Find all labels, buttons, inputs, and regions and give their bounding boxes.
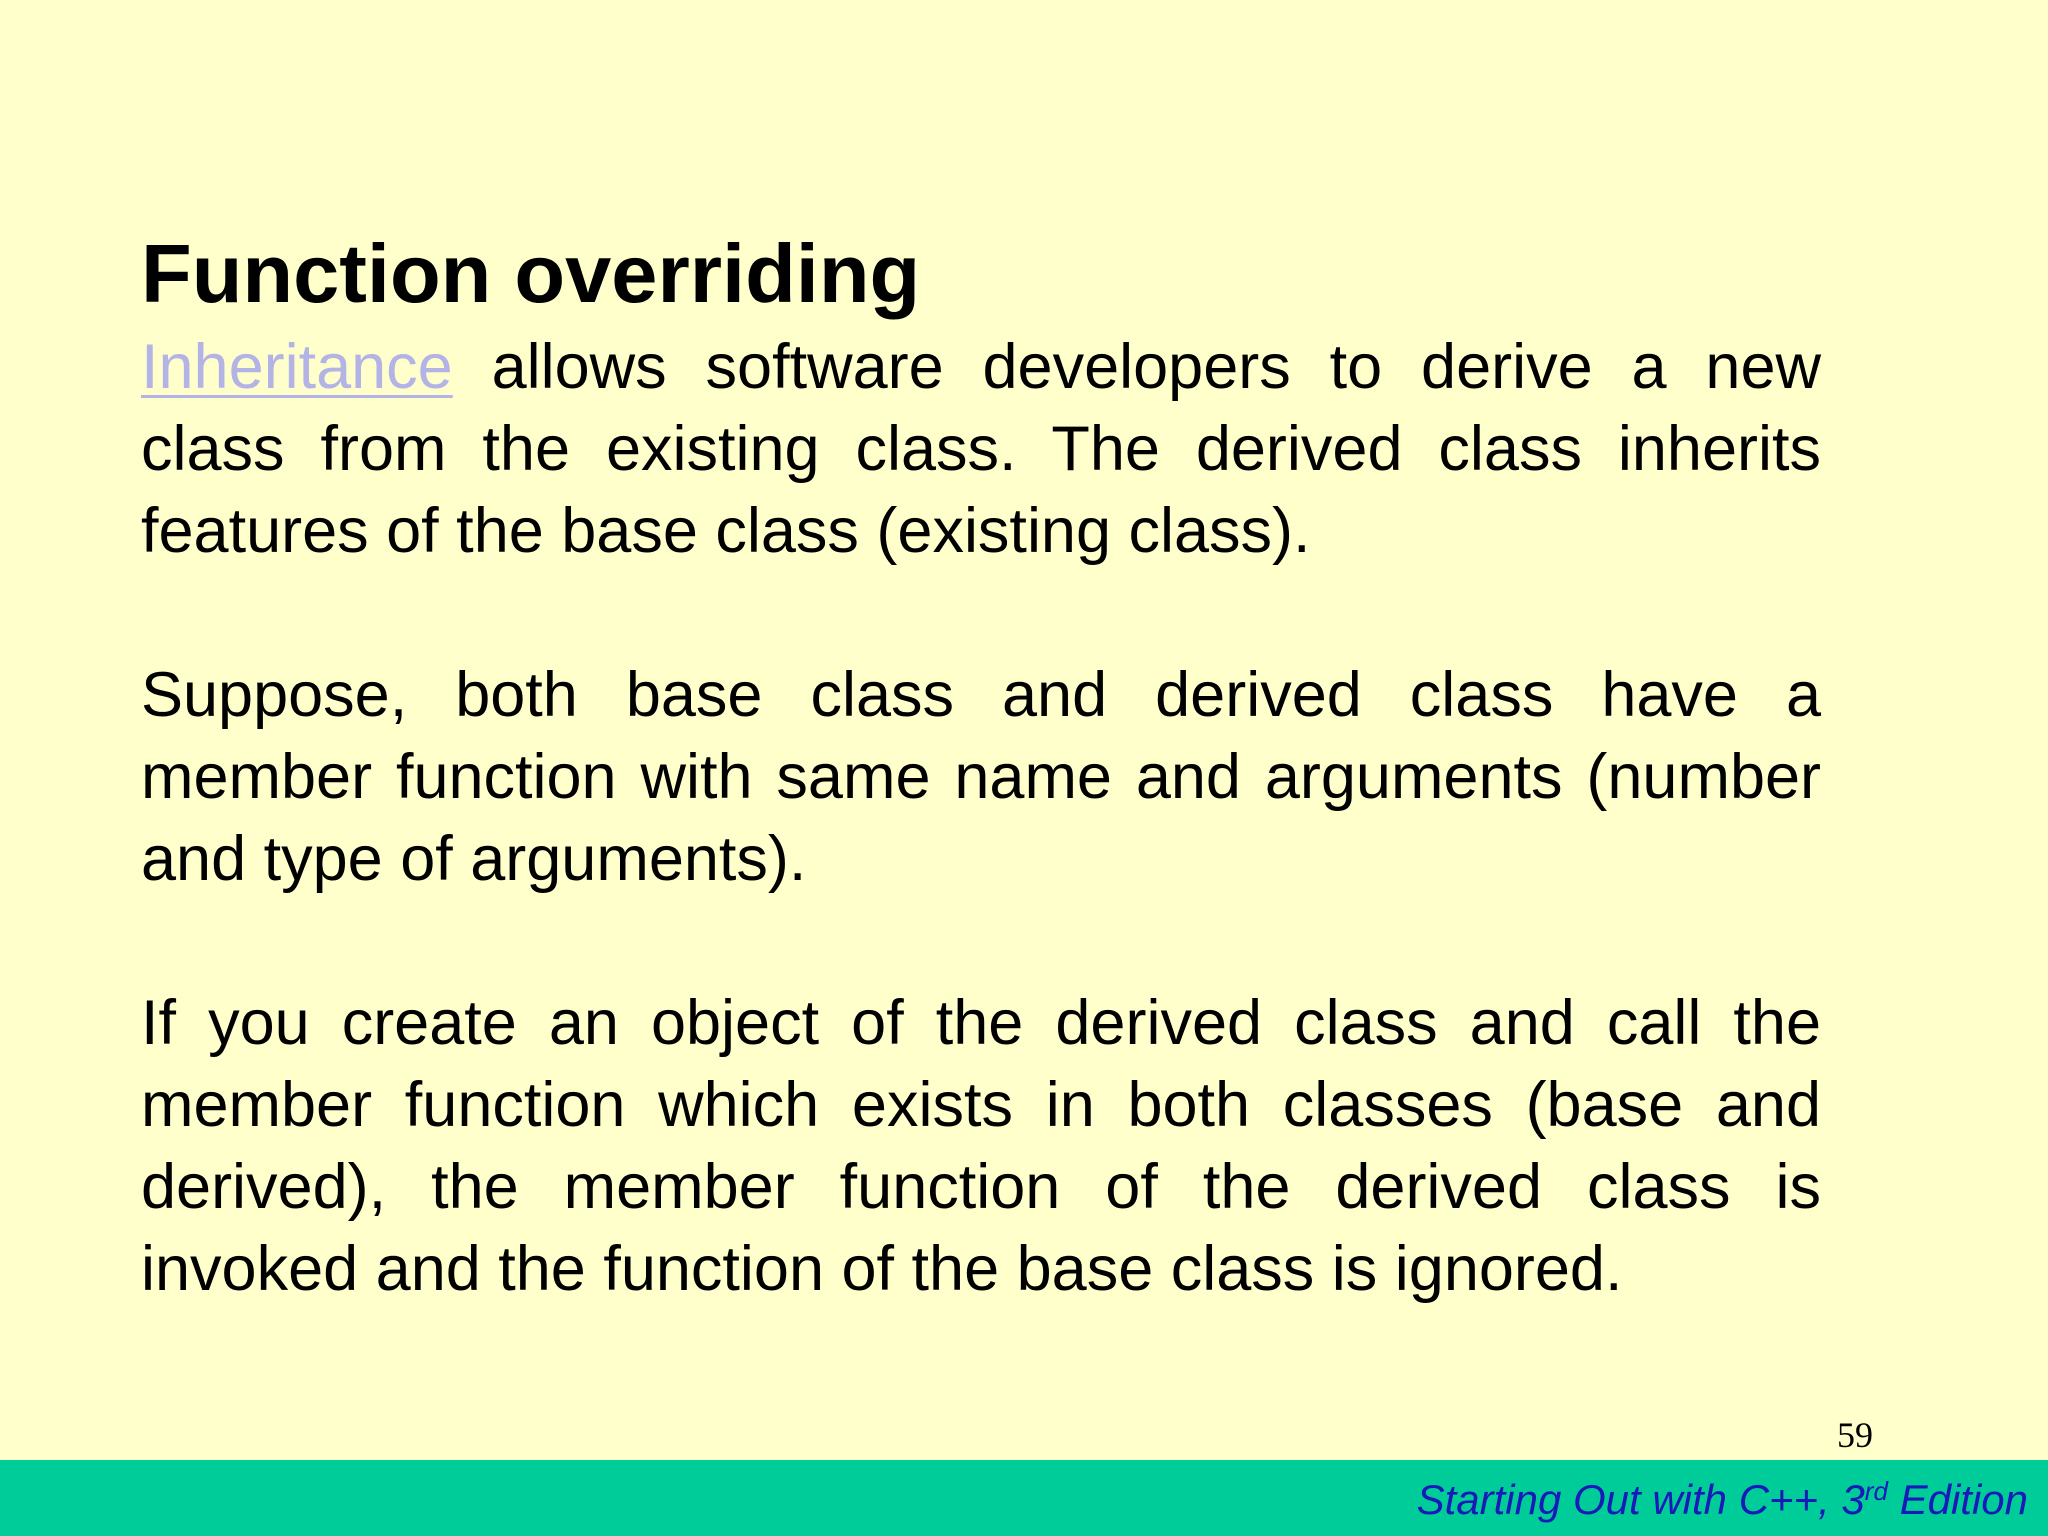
footer-text-before: Starting Out with C++, 3 [1416,1476,1865,1523]
slide-title: Function overriding [141,227,921,320]
footer-caption [1417,1474,2028,1526]
footer-bar [0,1460,2048,1536]
paragraph-object [141,982,1821,1310]
inheritance-link[interactable]: Inheritance [141,332,453,402]
page-number: 59 [1837,1415,1873,1455]
paragraph-text: allows software developers to derive a new class from the existing class. The derived class inherits features of the base class (existing class). [141,332,1821,566]
footer-superscript: rd [1864,1476,1888,1506]
paragraph-text: If you create an object of the derived class and call the member function which exists in both classes (base and derived), the member function of the derived class is invoked and the function of the base class is ignored. [141,988,1821,1304]
paragraph-inheritance [141,326,1821,572]
footer-text-after: Edition [1887,1476,2028,1523]
paragraph-text: Suppose, both base class and derived class have a member function with same name and arguments (number and type of arguments). [141,660,1821,894]
slide-body [141,326,1821,1392]
paragraph-suppose [141,654,1821,900]
